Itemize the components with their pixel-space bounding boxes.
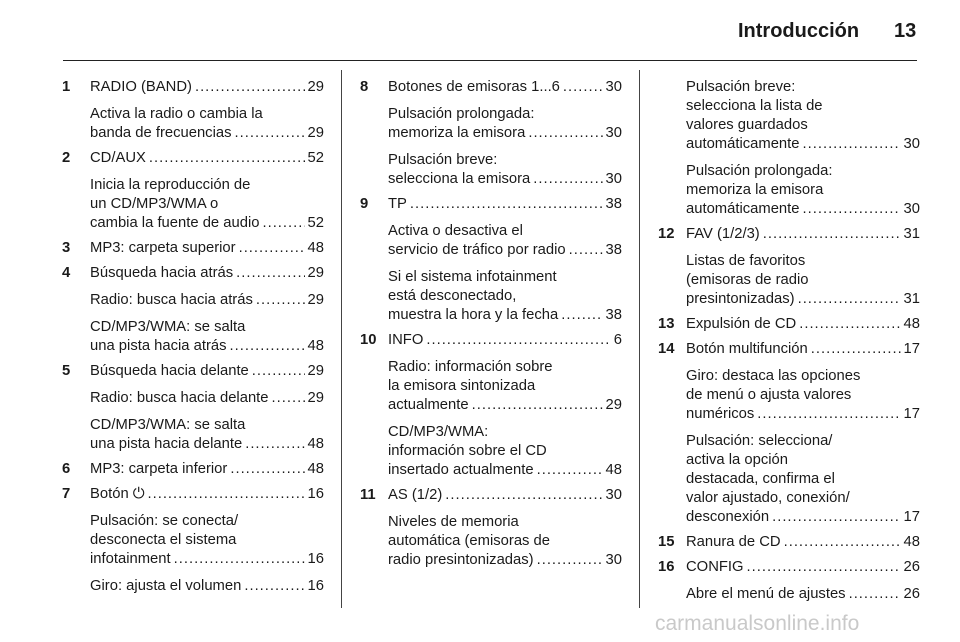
dot-leader [537, 551, 603, 570]
page-reference [388, 241, 622, 260]
dot-leader [245, 435, 304, 454]
page-reference [90, 264, 324, 283]
index-description [658, 432, 920, 527]
reference-page: 38 [605, 307, 622, 323]
page-reference [90, 214, 324, 233]
page-reference [388, 331, 622, 350]
dot-leader [747, 558, 901, 577]
reference-page: 30 [903, 136, 920, 152]
description-line: la emisora sintonizada [388, 378, 536, 394]
reference-page: 30 [605, 79, 622, 95]
page-reference [90, 78, 324, 97]
reference-page: 29 [307, 363, 324, 379]
description-line: Pulsación breve: [686, 79, 796, 95]
dot-leader [230, 337, 305, 356]
reference-label: AS (1/2) [388, 487, 443, 503]
description-line: valores guardados [686, 117, 808, 133]
description-line: destacada, confirma el [686, 471, 835, 487]
reference-page: 17 [903, 341, 920, 357]
index-entry [360, 78, 622, 97]
index-entry [658, 225, 920, 244]
item-number: 2 [62, 150, 71, 166]
description-line: memoriza la emisora [686, 182, 824, 198]
item-number: 8 [360, 79, 369, 95]
page-header-title: Introducción [738, 20, 860, 42]
index-entry [360, 486, 622, 505]
page-reference [90, 337, 324, 356]
page-reference [90, 239, 324, 258]
dot-leader [803, 135, 901, 154]
page-reference [388, 486, 622, 505]
description-line: un CD/MP3/WMA o [90, 196, 219, 212]
reference-page: 17 [903, 509, 920, 525]
dot-leader [272, 389, 305, 408]
index-description [360, 105, 622, 143]
index-description [62, 318, 324, 356]
page-reference [388, 124, 622, 143]
description-line: CD/MP3/WMA: se salta [90, 417, 246, 433]
description-line: desconecta el sistema [90, 532, 237, 548]
item-number: 10 [360, 332, 377, 348]
description-line: activa la opción [686, 452, 788, 468]
reference-label: Radio: busca hacia delante [90, 390, 269, 406]
reference-label: desconexión [686, 509, 770, 525]
page-reference [388, 306, 622, 325]
reference-label: radio presintonizadas) [388, 552, 534, 568]
page-reference [686, 585, 920, 604]
dot-leader [803, 200, 901, 219]
page-reference [686, 508, 920, 527]
item-number: 1 [62, 79, 71, 95]
page-reference [90, 485, 324, 504]
item-number: 5 [62, 363, 71, 379]
page-reference [388, 170, 622, 189]
reference-page: 52 [307, 150, 324, 166]
dot-leader [784, 533, 901, 552]
reference-page: 38 [605, 196, 622, 212]
index-description [62, 291, 324, 310]
page-reference [90, 124, 324, 143]
reference-label: Giro: ajusta el volumen [90, 578, 242, 594]
description-line: Si el sistema infotainment [388, 269, 557, 285]
index-description [62, 389, 324, 408]
watermark: carmanualsonline.info [655, 612, 860, 635]
reference-label: TP [388, 196, 407, 212]
description-line: Pulsación: se conecta/ [90, 513, 239, 529]
reference-label: presintonizadas) [686, 291, 795, 307]
index-description [360, 358, 622, 415]
description-line: Listas de favoritos [686, 253, 806, 269]
reference-label: Botón multifunción [686, 341, 808, 357]
index-description [658, 252, 920, 309]
item-number: 9 [360, 196, 369, 212]
index-entry [62, 362, 324, 381]
index-description [360, 222, 622, 260]
dot-leader [569, 241, 603, 260]
index-description [62, 512, 324, 569]
reference-label: Radio: busca hacia atrás [90, 292, 253, 308]
reference-label: muestra la hora y la fecha [388, 307, 559, 323]
reference-label: CD/AUX [90, 150, 146, 166]
reference-label: automáticamente [686, 201, 800, 217]
index-entry [62, 485, 324, 504]
reference-label: banda de frecuencias [90, 125, 232, 141]
page-reference [686, 558, 920, 577]
column-3 [658, 78, 920, 604]
reference-page: 30 [605, 125, 622, 141]
index-description [658, 78, 920, 154]
description-line: de menú o ajusta valores [686, 387, 852, 403]
page-reference [90, 577, 324, 596]
reference-label: Búsqueda hacia atrás [90, 265, 234, 281]
dot-leader [772, 508, 900, 527]
reference-page: 26 [903, 559, 920, 575]
reference-label: RADIO (BAND) [90, 79, 192, 95]
item-number: 16 [658, 559, 675, 575]
dot-leader [563, 78, 603, 97]
page-reference [388, 551, 622, 570]
dot-leader [149, 149, 305, 168]
dot-leader [849, 585, 901, 604]
reference-label: MP3: carpeta superior [90, 240, 236, 256]
dot-leader [472, 396, 603, 415]
reference-label: cambia la fuente de audio [90, 215, 260, 231]
page-reference [686, 290, 920, 309]
reference-page: 38 [605, 242, 622, 258]
reference-page: 6 [613, 332, 622, 348]
page-reference [90, 550, 324, 569]
description-line: Pulsación: selecciona/ [686, 433, 833, 449]
header-rule [63, 60, 917, 61]
reference-page: 48 [605, 462, 622, 478]
page-reference [686, 200, 920, 219]
reference-page: 16 [307, 551, 324, 567]
page-reference [90, 149, 324, 168]
reference-label: actualmente [388, 397, 469, 413]
description-line: CD/MP3/WMA: [388, 424, 489, 440]
index-description [62, 416, 324, 454]
index-entry [360, 195, 622, 214]
index-entry [658, 340, 920, 359]
reference-page: 48 [307, 338, 324, 354]
reference-page: 48 [307, 240, 324, 256]
dot-leader [533, 170, 602, 189]
description-line: valor ajustado, conexión/ [686, 490, 850, 506]
item-number: 6 [62, 461, 71, 477]
item-number: 4 [62, 265, 71, 281]
description-line: CD/MP3/WMA: se salta [90, 319, 246, 335]
reference-label: automáticamente [686, 136, 800, 152]
dot-leader [763, 225, 901, 244]
description-line: Giro: destaca las opciones [686, 368, 861, 384]
page-reference [90, 389, 324, 408]
index-entry [62, 460, 324, 479]
dot-leader [236, 264, 304, 283]
reference-page: 29 [307, 265, 324, 281]
page-reference [90, 460, 324, 479]
page-reference [686, 225, 920, 244]
reference-page: 31 [903, 226, 920, 242]
reference-page: 30 [605, 171, 622, 187]
dot-leader [811, 340, 901, 359]
description-line: Pulsación prolongada: [388, 106, 535, 122]
reference-label: MP3: carpeta inferior [90, 461, 228, 477]
page-reference [686, 533, 920, 552]
dot-leader [195, 78, 305, 97]
index-description [658, 162, 920, 219]
page-reference [388, 195, 622, 214]
dot-leader [244, 577, 304, 596]
reference-page: 29 [307, 292, 324, 308]
index-entry [658, 533, 920, 552]
page-reference [388, 396, 622, 415]
dot-leader [445, 486, 602, 505]
index-description [658, 367, 920, 424]
dot-leader [230, 460, 304, 479]
index-entry [62, 149, 324, 168]
reference-label: Expulsión de CD [686, 316, 797, 332]
dot-leader [537, 461, 603, 480]
page-reference [686, 405, 920, 424]
item-number: 15 [658, 534, 675, 550]
dot-leader [256, 291, 305, 310]
reference-page: 48 [903, 534, 920, 550]
reference-label: FAV (1/2/3) [686, 226, 760, 242]
reference-label: una pista hacia delante [90, 436, 243, 452]
reference-page: 29 [605, 397, 622, 413]
dot-leader [410, 195, 603, 214]
dot-leader [252, 362, 305, 381]
reference-label: servicio de tráfico por radio [388, 242, 566, 258]
reference-label: Ranura de CD [686, 534, 781, 550]
description-line: Niveles de memoria [388, 514, 519, 530]
description-line: Activa o desactiva el [388, 223, 523, 239]
page-reference [686, 315, 920, 334]
index-description [62, 105, 324, 143]
column-1 [62, 78, 324, 596]
reference-page: 52 [307, 215, 324, 231]
description-line: Pulsación prolongada: [686, 163, 833, 179]
item-number: 12 [658, 226, 675, 242]
description-line: Inicia la reproducción de [90, 177, 251, 193]
index-description [62, 577, 324, 596]
index-description [360, 151, 622, 189]
index-description [360, 423, 622, 480]
page-reference [90, 291, 324, 310]
description-line: Activa la radio o cambia la [90, 106, 263, 122]
reference-label: Botón ⏻ [90, 486, 145, 502]
description-line: Pulsación breve: [388, 152, 498, 168]
item-number: 11 [360, 487, 376, 503]
item-number: 14 [658, 341, 675, 357]
index-entry [658, 315, 920, 334]
reference-label: una pista hacia atrás [90, 338, 227, 354]
column-divider-2 [639, 70, 640, 608]
reference-label: infotainment [90, 551, 171, 567]
reference-page: 29 [307, 125, 324, 141]
dot-leader [262, 214, 304, 233]
reference-page: 30 [605, 552, 622, 568]
index-description [658, 585, 920, 604]
reference-label: Abre el menú de ajustes [686, 586, 846, 602]
index-description [360, 268, 622, 325]
reference-label: INFO [388, 332, 424, 348]
dot-leader [757, 405, 900, 424]
index-entry [658, 558, 920, 577]
index-entry [62, 239, 324, 258]
dot-leader [799, 315, 900, 334]
reference-label: CONFIG [686, 559, 744, 575]
reference-page: 48 [307, 436, 324, 452]
dot-leader [174, 550, 305, 569]
dot-leader [426, 331, 610, 350]
dot-leader [239, 239, 305, 258]
reference-page: 30 [605, 487, 622, 503]
reference-page: 26 [903, 586, 920, 602]
reference-label: insertado actualmente [388, 462, 534, 478]
index-description [360, 513, 622, 570]
description-line: automática (emisoras de [388, 533, 551, 549]
dot-leader [235, 124, 305, 143]
reference-label: Botones de emisoras 1...6 [388, 79, 560, 95]
page-reference [388, 78, 622, 97]
index-description [62, 176, 324, 233]
column-2 [360, 78, 622, 570]
description-line: Radio: información sobre [388, 359, 553, 375]
page-reference [90, 435, 324, 454]
index-entry [62, 264, 324, 283]
page-reference [686, 135, 920, 154]
column-divider-1 [341, 70, 342, 608]
reference-page: 48 [307, 461, 324, 477]
reference-label: Búsqueda hacia delante [90, 363, 249, 379]
description-line: está desconectado, [388, 288, 517, 304]
reference-page: 29 [307, 390, 324, 406]
reference-label: selecciona la emisora [388, 171, 531, 187]
reference-label: numéricos [686, 406, 755, 422]
index-entry [360, 331, 622, 350]
dot-leader [147, 485, 304, 504]
dot-leader [528, 124, 602, 143]
reference-page: 16 [307, 486, 324, 502]
dot-leader [798, 290, 901, 309]
item-number: 13 [658, 316, 675, 332]
page-number: 13 [894, 20, 917, 42]
description-line: información sobre el CD [388, 443, 547, 459]
reference-page: 29 [307, 79, 324, 95]
reference-label: memoriza la emisora [388, 125, 526, 141]
index-entry [62, 78, 324, 97]
reference-page: 16 [307, 578, 324, 594]
reference-page: 48 [903, 316, 920, 332]
page-reference [90, 362, 324, 381]
reference-page: 31 [903, 291, 920, 307]
reference-page: 17 [903, 406, 920, 422]
item-number: 7 [62, 486, 71, 502]
description-line: selecciona la lista de [686, 98, 823, 114]
dot-leader [561, 306, 602, 325]
page-reference [686, 340, 920, 359]
reference-page: 30 [903, 201, 920, 217]
item-number: 3 [62, 240, 71, 256]
page-reference [388, 461, 622, 480]
description-line: (emisoras de radio [686, 272, 809, 288]
